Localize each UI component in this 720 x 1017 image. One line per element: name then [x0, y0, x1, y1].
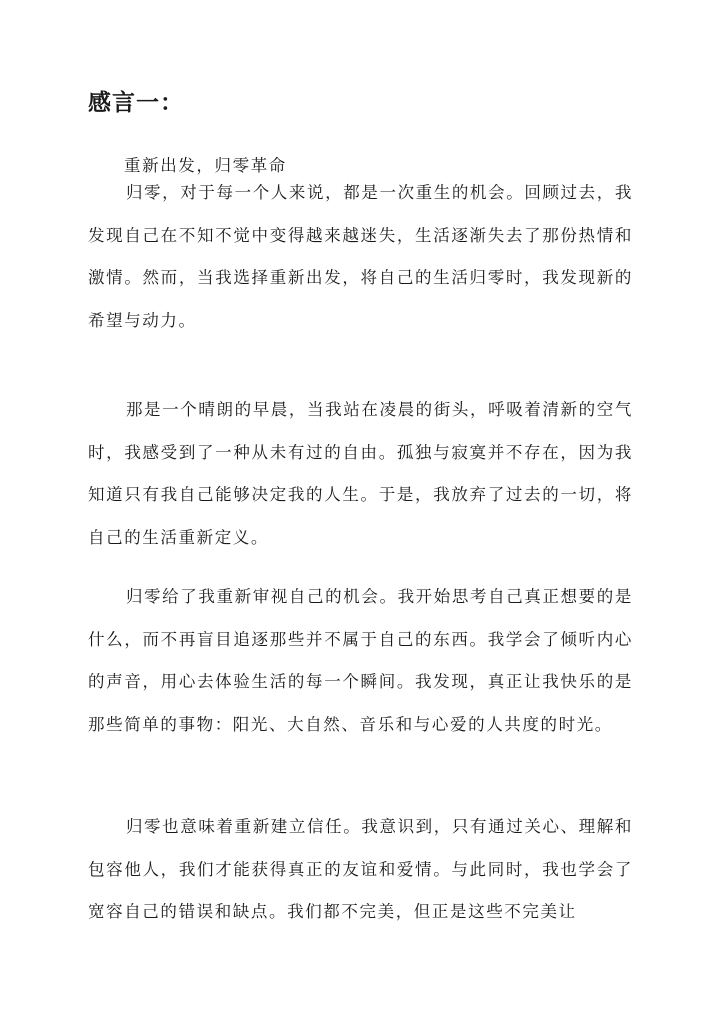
paragraph-3: 归零给了我重新审视自己的机会。我开始思考自己真正想要的是什么，而不再盲目追逐那些并不属于自己的东西。我学会了倾听内心的声音，用心去体验生活的每一个瞬间。我发现，真正让我快乐的是那些简单的事物：阳光、大自然、音乐和与心爱的人共度的时光。	[88, 587, 633, 734]
section-heading: 感言一：	[88, 89, 184, 116]
paragraph-4: 归零也意味着重新建立信任。我意识到，只有通过关心、理解和包容他人，我们才能获得真正的友谊和爱情。与此同时，我也学会了宽容自己的错误和缺点。我们都不完美，但正是这些不完美让	[88, 817, 633, 921]
essay-title: 重新出发，归零革命	[124, 156, 287, 175]
paragraph-2: 那是一个晴朗的早晨，当我站在凌晨的街头，呼吸着清新的空气时，我感受到了一种从未有过的自由。孤独与寂寞并不存在，因为我知道只有我自己能够决定我的人生。于是，我放弃了过去的一切，将自己的生活重新定义。	[88, 400, 633, 547]
paragraph-1: 归零，对于每一个人来说，都是一次重生的机会。回顾过去，我发现自己在不知不觉中变得越来越迷失，生活逐渐失去了那份热情和激情。然而，当我选择重新出发，将自己的生活归零时，我发现新的希望与动力。	[88, 183, 633, 330]
